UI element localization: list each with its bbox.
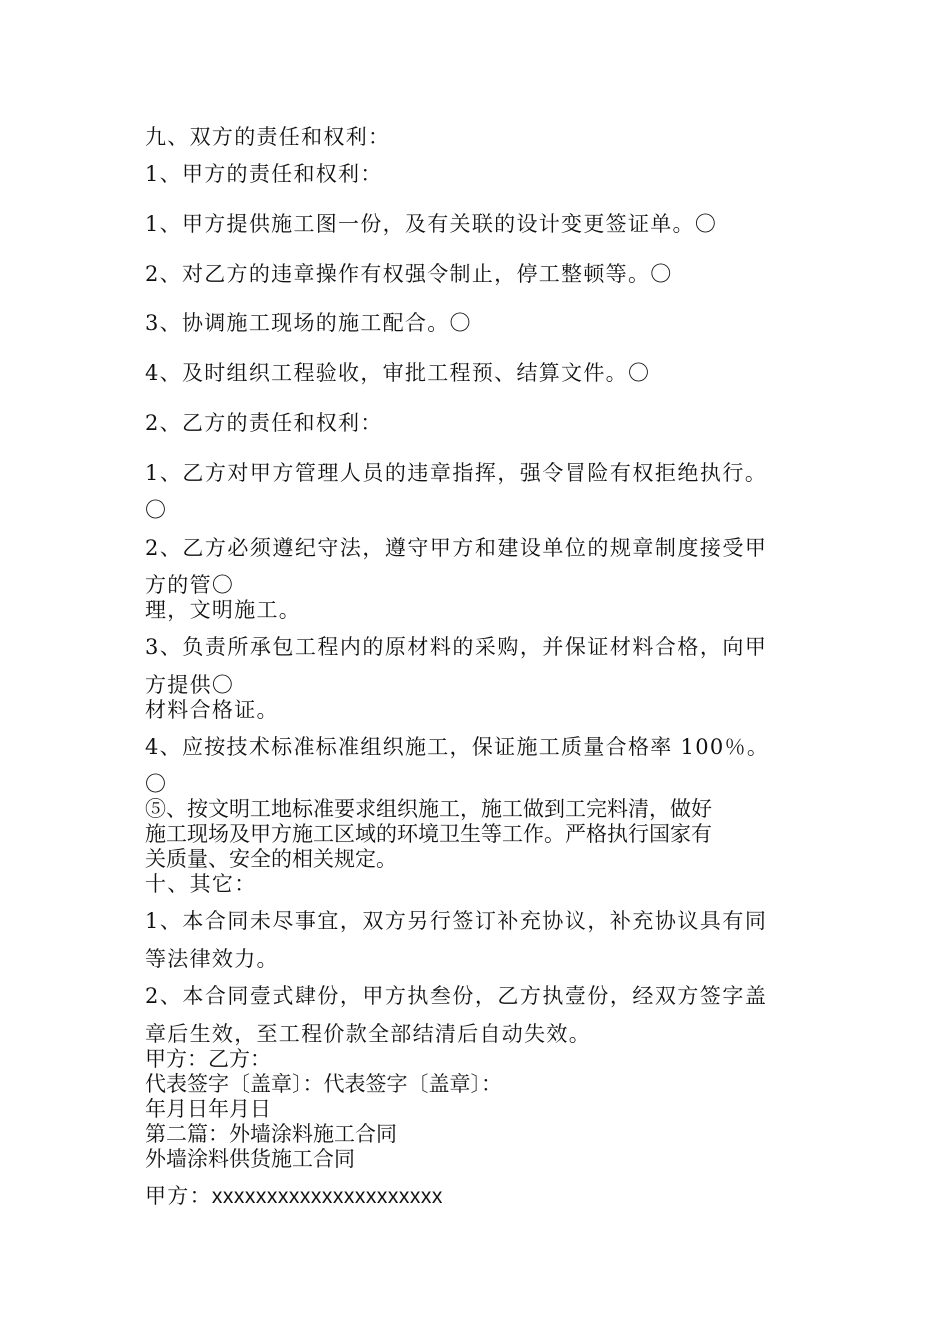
party-b-item-5-line-3: 关质量、安全的相关规定。 <box>145 847 397 871</box>
party-a-duties-heading: 1、甲方的责任和权利： <box>145 162 383 186</box>
signature-parties: 甲方：乙方： <box>145 1047 271 1071</box>
section-9-heading: 九、双方的责任和权利： <box>145 125 391 149</box>
signature-representatives: 代表签字〔盖章〕：代表签字〔盖章〕： <box>145 1072 502 1096</box>
other-item-1-line-2: 等法律效力。 <box>145 947 279 971</box>
section-10-heading: 十、其它： <box>145 872 257 896</box>
party-b-item-5-line-2: 施工现场及甲方施工区域的环境卫生等工作。严格执行国家有 <box>145 822 712 846</box>
party-b-item-4-mark: 〇 <box>145 772 168 796</box>
party-b-duties-heading: 2、乙方的责任和权利： <box>145 411 383 435</box>
other-item-2-line-1: 2、本合同壹式肆份，甲方执叁份，乙方执壹份，经双方签字盖 <box>145 984 768 1008</box>
party-b-item-3-line-2: 方提供〇 <box>145 673 235 697</box>
party-a-item-4: 4、及时组织工程验收，审批工程预、结算文件。〇 <box>145 361 651 385</box>
party-a-name: xxxxxxxxxxxxxxxxxxxxx <box>211 1185 443 1208</box>
party-a-item-1: 1、甲方提供施工图一份，及有关联的设计变更签证单。〇 <box>145 212 718 236</box>
party-b-item-2-line-2: 方的管〇 <box>145 573 235 597</box>
party-b-item-4: 4、应按技术标准标准组织施工，保证施工质量合格率 100％。 <box>145 735 770 759</box>
party-b-item-2-line-3: 理，文明施工。 <box>145 598 302 622</box>
party-a-item-3: 3、协调施工现场的施工配合。〇 <box>145 311 472 335</box>
party-b-item-3-line-3: 材料合格证。 <box>145 698 279 722</box>
part-2-contract-title: 外墙涂料供货施工合同 <box>145 1147 355 1171</box>
party-a-item-2: 2、对乙方的违章操作有权强令制止，停工整顿等。〇 <box>145 262 673 286</box>
party-a-label: 甲方： <box>145 1184 212 1208</box>
party-a-line <box>145 1183 815 1210</box>
party-b-item-1-mark: 〇 <box>145 498 168 522</box>
other-item-1-line-1: 1、本合同未尽事宜，双方另行签订补充协议，补充协议具有同 <box>145 909 768 933</box>
signature-dates: 年月日年月日 <box>145 1097 271 1121</box>
party-b-item-2-line-1: 2、乙方必须遵纪守法，遵守甲方和建设单位的规章制度接受甲 <box>145 536 768 560</box>
party-b-item-3-line-1: 3、负责所承包工程内的原材料的采购，并保证材料合格，向甲 <box>145 635 768 659</box>
other-item-2-line-2: 章后生效，至工程价款全部结清后自动失效。 <box>145 1022 591 1046</box>
part-2-title: 第二篇：外墙涂料施工合同 <box>145 1122 397 1146</box>
party-b-item-5-line-1: ⑤、按文明工地标准要求组织施工，施工做到工完料清，做好 <box>145 797 712 821</box>
party-b-item-1: 1、乙方对甲方管理人员的违章指挥，强令冒险有权拒绝执行。 <box>145 461 768 485</box>
